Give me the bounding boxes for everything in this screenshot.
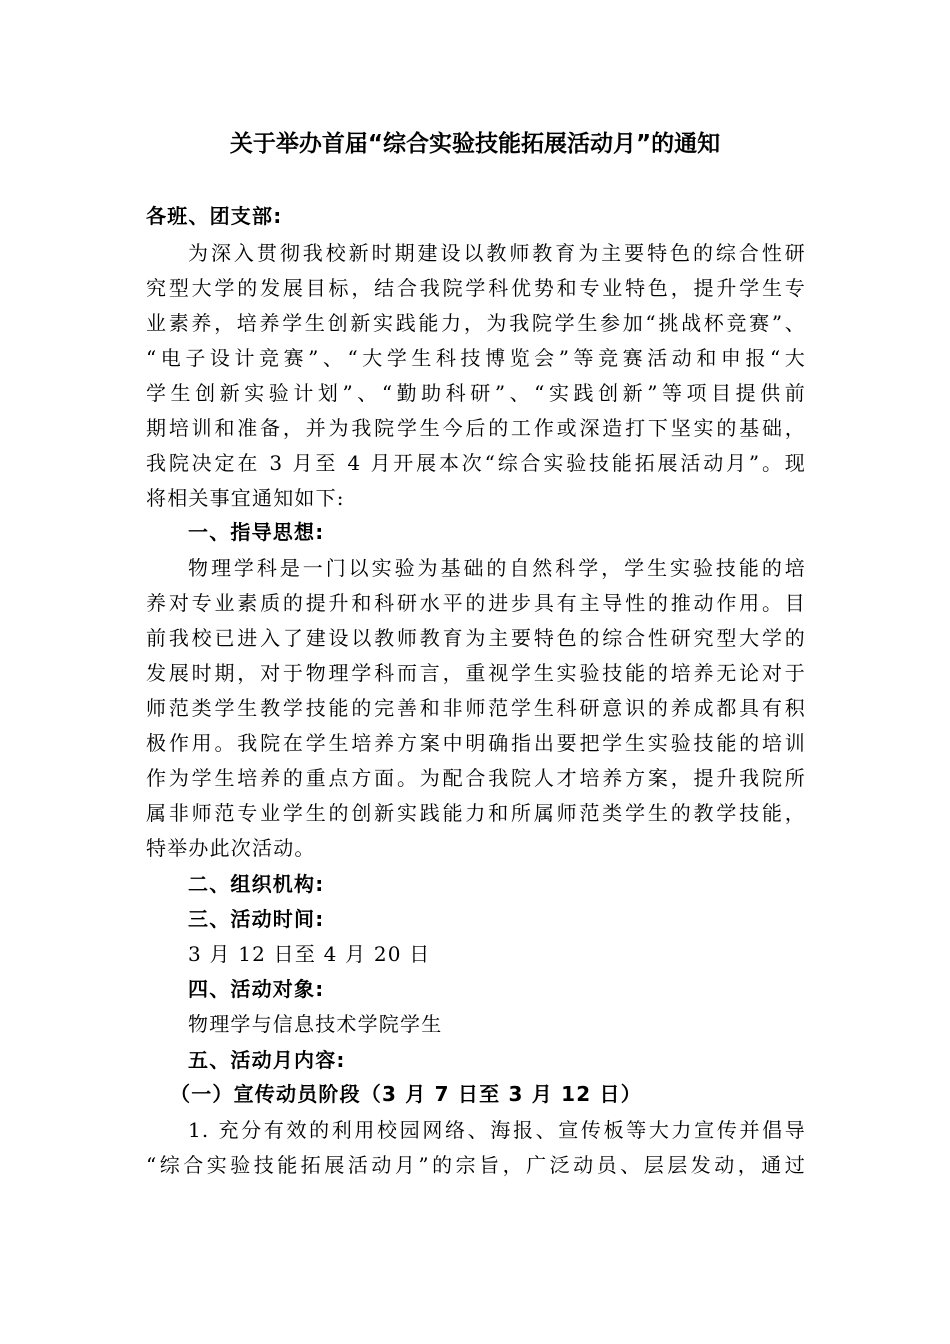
section-1-line-3: 前我校已进入了建设以教师教育为主要特色的综合性研究型大学的: [146, 626, 806, 650]
intro-line-3: 业素养，培养学生创新实践能力，为我院学生参加“挑战杯竞赛”、: [146, 311, 806, 335]
section-1-heading: 一、指导思想:: [188, 520, 325, 544]
stage-1-heading: （一）宣传动员阶段（3 月 7 日至 3 月 12 日）: [170, 1082, 642, 1106]
section-3-heading: 三、活动时间:: [188, 907, 325, 931]
stage-1-line-1: 1. 充分有效的利用校园网络、海报、宣传板等大力宣传并倡导: [188, 1118, 806, 1142]
section-5-heading: 五、活动月内容:: [188, 1048, 346, 1072]
intro-line-8: 将相关事宜通知如下:: [146, 486, 345, 510]
section-2-heading: 二、组织机构:: [188, 872, 325, 896]
intro-line-7: 我院决定在 3 月至 4 月开展本次“综合实验技能拓展活动月”。现: [146, 451, 806, 475]
section-1-line-7: 作为学生培养的重点方面。为配合我院人才培养方案，提升我院所: [146, 766, 806, 790]
section-1-line-4: 发展时期，对于物理学科而言，重视学生实验技能的培养无论对于: [146, 661, 806, 685]
intro-line-4: “电子设计竞赛”、“大学生科技博览会”等竞赛活动和申报“大: [146, 346, 806, 370]
document-title: 关于举办首届“综合实验技能拓展活动月”的通知: [229, 131, 721, 157]
intro-line-5: 学生创新实验计划”、“勤助科研”、“实践创新”等项目提供前: [146, 381, 806, 405]
intro-line-2: 究型大学的发展目标，结合我院学科优势和专业特色，提升学生专: [146, 276, 806, 300]
section-1-line-2: 养对专业素质的提升和科研水平的进步具有主导性的推动作用。目: [146, 591, 806, 615]
section-3-text: 3 月 12 日至 4 月 20 日: [188, 942, 431, 966]
section-1-line-1: 物理学科是一门以实验为基础的自然科学，学生实验技能的培: [188, 556, 806, 580]
salutation: 各班、团支部:: [146, 204, 283, 228]
section-1-line-9: 特举办此次活动。: [146, 836, 316, 860]
section-1-line-8: 属非师范专业学生的创新实践能力和所属师范类学生的教学技能，: [146, 801, 806, 825]
section-4-text: 物理学与信息技术学院学生: [188, 1012, 443, 1036]
intro-line-1: 为深入贯彻我校新时期建设以教师教育为主要特色的综合性研: [188, 241, 806, 265]
section-1-line-6: 极作用。我院在学生培养方案中明确指出要把学生实验技能的培训: [146, 731, 806, 755]
intro-line-6: 期培训和准备，并为我院学生今后的工作或深造打下坚实的基础，: [146, 416, 806, 440]
stage-1-line-2: “综合实验技能拓展活动月”的宗旨，广泛动员、层层发动，通过: [146, 1153, 806, 1177]
section-4-heading: 四、活动对象:: [188, 977, 325, 1001]
section-1-line-5: 师范类学生教学技能的完善和非师范学生科研意识的养成都具有积: [146, 696, 806, 720]
